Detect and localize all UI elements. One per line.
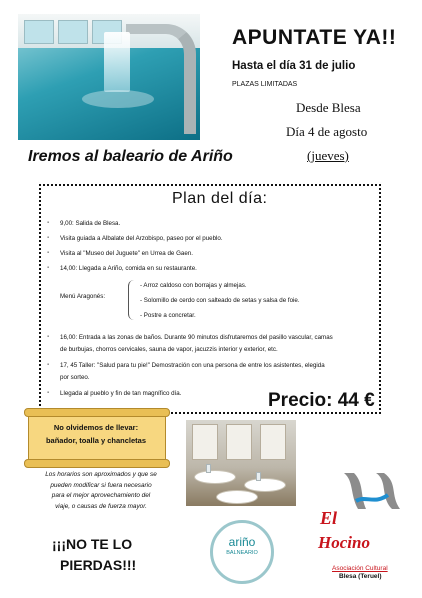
- schedule-notice: [26, 470, 176, 512]
- plan-item-text: 17, 45 Taller: "Salud para tu pie!" Demostración con una persona de entre los asistentes, elegida: [60, 362, 325, 369]
- notice-line: Los horarios son aproximados y que se: [45, 471, 157, 478]
- restaurant-table: [244, 478, 286, 492]
- bullet-icon: ▪: [47, 265, 50, 271]
- restaurant-table: [216, 490, 258, 504]
- bullet-icon: ▪: [47, 250, 50, 256]
- hocino-emblem: [340, 471, 402, 513]
- org-name-line: El: [320, 508, 338, 528]
- banner-roll-top: [24, 408, 170, 417]
- restaurant-photo: [186, 420, 296, 506]
- banner-line: bañador, toalla y chancletas: [45, 436, 147, 445]
- plan-item-text: Visita guiada a Albalate del Arzobispo, paseo por el pueblo.: [60, 235, 223, 242]
- balneario-name: ariño: [228, 535, 256, 549]
- closing-line: PIERDAS!!!: [60, 557, 137, 573]
- trip-weekday: (jueves): [307, 148, 349, 163]
- plan-item-text: Visita al "Museo del Juguete" en Urrea de Gaen.: [60, 250, 193, 257]
- plan-item-continuation: de burbujas, chorros cervicales, sauna de vapor, jacuzzis interior y exterior, etc.: [60, 346, 278, 353]
- plan-item: [47, 389, 182, 398]
- notice-line: viaje, o causas de fuerza mayor.: [55, 502, 147, 510]
- plan-item-text: 14,00: Llegada a Ariño, comida en su restaurante.: [60, 265, 197, 272]
- menu-item: - Solomillo de cerdo con salteado de setas y salsa de foie.: [140, 297, 300, 304]
- destination-title: Iremos al baleario de Ariño: [28, 148, 233, 165]
- plan-item: [47, 333, 333, 342]
- plan-item: [47, 264, 197, 273]
- restaurant-window: [192, 424, 218, 460]
- plan-item: [47, 249, 193, 258]
- plan-title: Plan del día:: [172, 190, 268, 207]
- menu-item: - Postre a concretar.: [140, 312, 196, 319]
- plan-item-text: 16,00: Entrada a las zonas de baños. Durante 90 minutos disfrutaremos del pasillo vascular, camas: [60, 334, 333, 341]
- notice-line: para el mejor aprovechamiento del: [51, 492, 151, 499]
- menu-brace: [128, 280, 135, 320]
- price-label: Precio: [268, 390, 327, 411]
- restaurant-window: [226, 424, 252, 460]
- banner-line: No olvidemos de llevar:: [53, 423, 139, 432]
- bullet-icon: ▪: [47, 390, 50, 396]
- bullet-icon: ▪: [47, 334, 50, 340]
- bullet-icon: ▪: [47, 362, 50, 368]
- bullet-icon: ▪: [47, 220, 50, 226]
- departure-place: Desde Blesa: [296, 100, 361, 115]
- notice-line: pueden modificar si fuera necesario: [50, 481, 152, 489]
- waterfall: [104, 32, 130, 92]
- trip-date: Día 4 de agosto: [286, 124, 368, 139]
- wine-glass: [206, 464, 211, 473]
- restaurant-window: [260, 424, 286, 460]
- deadline: Hasta el día 31 de julio: [232, 60, 356, 72]
- pool-window: [58, 20, 88, 44]
- banner-roll-bottom: [24, 459, 170, 468]
- menu-item: - Arroz caldoso con borrajas y almejas.: [140, 282, 247, 289]
- price: [268, 390, 375, 412]
- water-spout: [126, 24, 196, 134]
- plan-item: [47, 219, 121, 228]
- wine-glass: [256, 472, 261, 481]
- balneario-subtitle: BALNEARIO: [226, 550, 258, 556]
- plan-item-continuation: por sorteo.: [60, 374, 90, 381]
- closing-line: ¡¡¡NO TE LO: [52, 536, 133, 552]
- plan-item-text: Llegada al pueblo y fin de tan magnífico día.: [60, 390, 182, 397]
- restaurant-table: [194, 470, 236, 484]
- plan-item: [47, 361, 325, 370]
- menu-label: Menú Aragonés:: [60, 293, 106, 300]
- plan-item-text: 9,00: Salida de Blesa.: [60, 220, 121, 227]
- price-value: : 44 €: [326, 390, 375, 411]
- bullet-icon: ▪: [47, 235, 50, 241]
- org-place: Blesa (Teruel): [339, 573, 382, 580]
- plan-item: [47, 234, 223, 243]
- org-name-line: Hocino: [318, 533, 370, 552]
- limited-places: PLAZAS LIMITADAS: [232, 81, 298, 88]
- headline: APUNTATE YA!!: [232, 26, 397, 49]
- water-ripple: [82, 90, 154, 108]
- pool-photo: [18, 14, 200, 140]
- pool-window: [24, 20, 54, 44]
- org-type: Asociación Cultural: [332, 565, 388, 572]
